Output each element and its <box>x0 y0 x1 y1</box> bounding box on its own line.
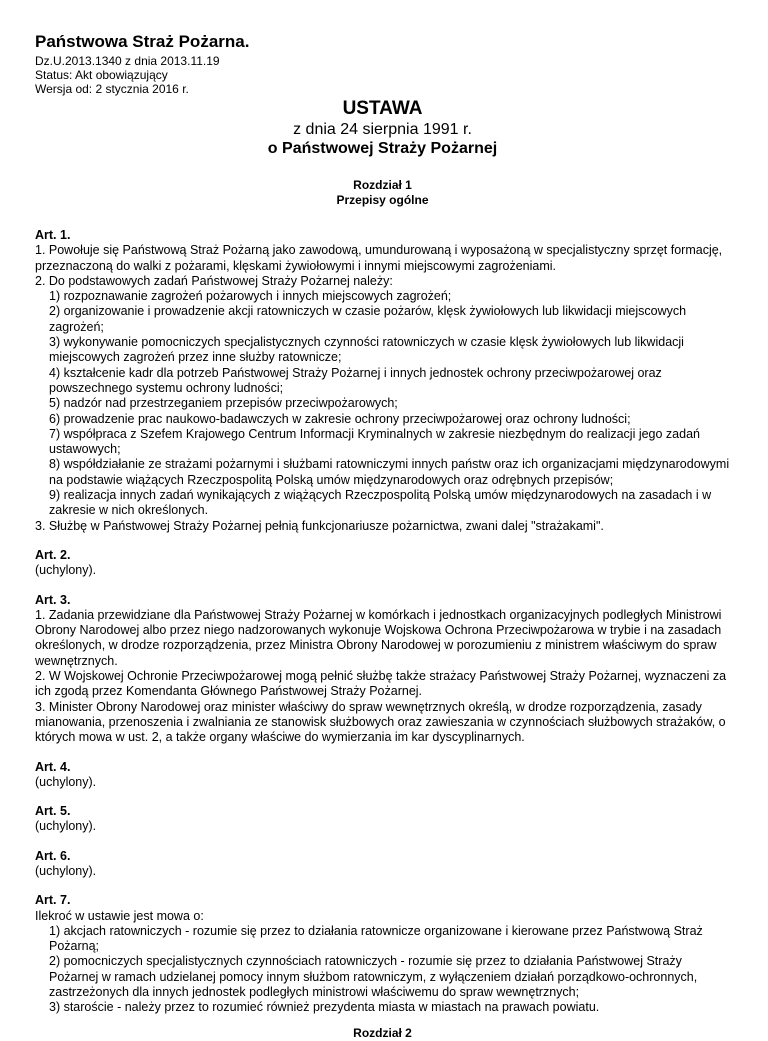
article-5 <box>35 804 730 835</box>
list-item: 3) staroście - należy przez to rozumieć również prezydenta miasta w miastach na prawach powiatu. <box>49 1000 600 1015</box>
chapter-heading <box>35 178 730 208</box>
list-item: 1) akcjach ratowniczych - rozumie się przez to działania ratownicze organizowane i kierowane przez Państwową Straż Pożarną; <box>49 923 703 954</box>
paragraph: 2. W Wojskowej Ochronie Przeciwpożarowej mogą pełnić służbę także strażacy Państwowej Straży Pożarnej, wyznaczeni za ich zgodą przez Komendanta Głównego Państwowej Straży Pożarnej. <box>35 669 727 699</box>
list-item: 3) wykonywanie pomocniczych specjalistycznych czynności ratowniczych w czasie klęsk żywiołowych lub likwidacji miejscowych zagrożeń przez inne służby ratownicze; <box>49 335 684 365</box>
article-title: Art. 7. <box>35 893 71 908</box>
act-date: z dnia 24 sierpnia 1991 r. <box>293 121 472 138</box>
chapter-number: Rozdział 2 <box>353 1025 412 1040</box>
citation: Dz.U.2013.1340 z dnia 2013.11.19 <box>35 54 220 68</box>
list-item: 8) współdziałanie ze strażami pożarnymi i służbami ratowniczymi innych państw oraz ich organizacjami międzynarodowymi na podstawie wiążących Rzeczpospolitą Polską umów międzynarodowych oraz odrębnych przepisów; <box>49 457 730 487</box>
act-type: USTAWA <box>342 98 423 119</box>
paragraph: 1. Powołuje się Państwową Straż Pożarną jako zawodową, umundurowaną i wyposażoną w specjalistyczny sprzęt formację, przeznaczoną do walki z pożarami, klęskami żywiołowymi i innymi miejscowymi zagrożeniami. <box>35 243 723 273</box>
article-6 <box>35 849 730 880</box>
chapter-title: Przepisy ogólne <box>336 193 429 207</box>
article-4 <box>35 760 730 791</box>
paragraph: (uchylony). <box>35 863 97 878</box>
article-2 <box>35 548 730 579</box>
list-item: 2) organizowanie i prowadzenie akcji ratowniczych w czasie pożarów, klęsk żywiołowych lub likwidacji miejscowych zagrożeń; <box>49 304 687 334</box>
article-3 <box>35 593 730 746</box>
list-item: 5) nadzór nad przestrzeganiem przepisów przeciwpożarowych; <box>49 396 398 411</box>
list-item: 4) kształcenie kadr dla potrzeb Państwowej Straży Pożarnej i innych jednostek ochrony przeciwpożarowej oraz powszechnego systemu ochrony ludności; <box>49 365 662 395</box>
paragraph: (uchylony). <box>35 563 97 578</box>
document-title: Państwowa Straż Pożarna. <box>35 32 250 51</box>
list-item: 7) współpraca z Szefem Krajowego Centrum Informacji Kryminalnych w zakresie niezbędnym do realizacji jego zadań ustawowych; <box>49 426 700 457</box>
article-7 <box>35 893 730 1015</box>
paragraph: 2. Do podstawowych zadań Państwowej Straży Pożarnej należy: <box>35 273 393 288</box>
paragraph: (uchylony). <box>35 774 97 789</box>
article-title: Art. 2. <box>35 547 71 562</box>
list-item: 1) rozpoznawanie zagrożeń pożarowych i innych miejscowych zagrożeń; <box>49 289 452 304</box>
list-item: 2) pomocniczych specjalistycznych czynnościach ratowniczych - rozumie się przez to działania Państwowej Straży Pożarnej w ramach udzielanej pomocy innym służbom ratowniczym, z wyłączeniem działań porządkowo-ochronnych, zastrzeżonych dla innych jednostek podległych ministrowi właściwemu do spraw wewnętrznych; <box>49 954 698 1000</box>
paragraph: (uchylony). <box>35 819 97 834</box>
list-item: 6) prowadzenie prac naukowo-badawczych w zakresie ochrony przeciwpożarowej oraz ochrony ludności; <box>49 411 631 426</box>
paragraph: 1. Zadania przewidziane dla Państwowej Straży Pożarnej w komórkach i jednostkach organizacyjnych podległych Ministrowi Obrony Narodowej albo przez niego nadzorowanych wykonuje Wojskowa Ochrona Przeciwpożarowa w trybie i na zasadach określonych, w drodze rozporządzenia, przez Ministra Obrony Narodowej w porozumieniu z ministrem właściwym do spraw wewnętrznych. <box>35 607 722 668</box>
paragraph: 3. Służbę w Państwowej Straży Pożarnej pełnią funkcjonariusze pożarnictwa, zwani dalej "strażakami". <box>35 518 604 533</box>
paragraph: Ilekroć w ustawie jest mowa o: <box>35 908 204 923</box>
chapter-number: Rozdział 1 <box>353 178 412 192</box>
act-name: o Państwowej Straży Pożarnej <box>267 140 498 157</box>
article-title: Art. 6. <box>35 848 71 863</box>
article-title: Art. 3. <box>35 592 71 607</box>
chapter-heading <box>35 1026 730 1041</box>
version: Wersja od: 2 stycznia 2016 r. <box>35 82 189 96</box>
status: Status: Akt obowiązujący <box>35 68 168 82</box>
article-1 <box>35 228 730 534</box>
paragraph: 3. Minister Obrony Narodowej oraz minister właściwy do spraw wewnętrznych określą, w drodze rozporządzenia, zasady mianowania, przenoszenia i zwalniania ze stanowisk służbowych oraz zawieszania w czynnościach służbowych strażaków, o których mowa w ust. 2, a także organy właściwe do wymierzania im kar dyscyplinarnych. <box>35 699 726 745</box>
article-title: Art. 4. <box>35 759 71 774</box>
article-title: Art. 5. <box>35 804 71 819</box>
list-item: 9) realizacja innych zadań wynikających z wiążących Rzeczpospolitą Polską umów międzynarodowych na zasadach i w zakresie w nich określonych. <box>49 488 712 518</box>
article-title: Art. 1. <box>35 228 71 242</box>
